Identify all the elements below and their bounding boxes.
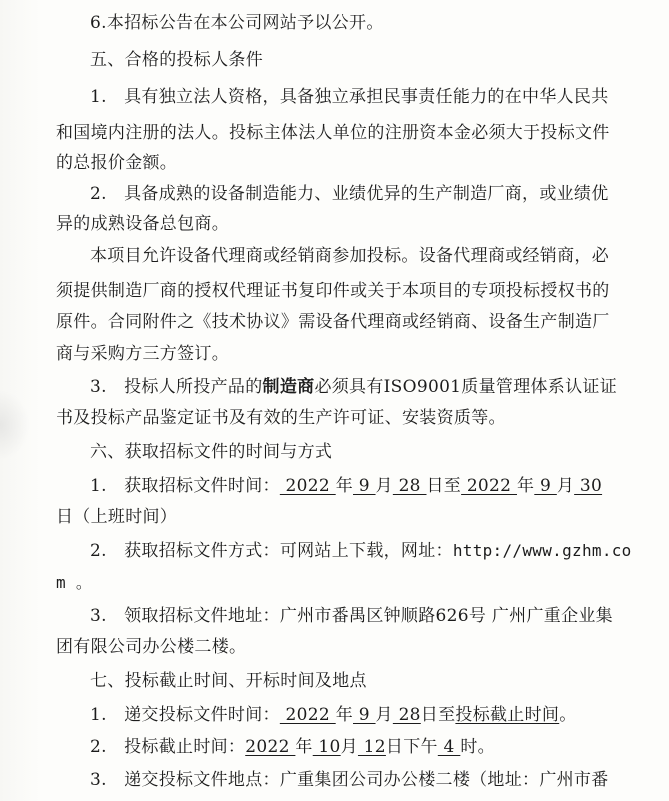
line-agent-b: 须提供制造厂商的授权代理证书复印件或关于本项目的专项投标授权书的 — [56, 281, 610, 301]
line-agent-d: 商与采购方三方签订。 — [56, 344, 229, 364]
line-qualification-2b: 异的成熟设备总包商。 — [56, 214, 229, 234]
line-obtain-address-b: 团有限公司办公楼二楼。 — [56, 637, 247, 657]
submit-deadline-ref: 投标截止时间 — [455, 705, 560, 725]
line-obtain-method-b: m 。 — [56, 573, 93, 592]
deadline-day: 12 — [357, 737, 386, 757]
line-qualification-2a: 2. 具备成熟的设备制造能力、业绩优异的生产制造厂商，或业绩优 — [90, 184, 609, 204]
line-deadline: 2. 投标截止时间：2022 年 10月 12日下午 4 时。 — [90, 737, 495, 757]
line-obtain-time-b: 日（上班时间） — [56, 507, 178, 527]
submit-start-year: 2022 — [279, 705, 336, 725]
heading-section-5: 五、合格的投标人条件 — [90, 50, 263, 70]
obtain-start-day: 28 — [392, 476, 427, 496]
line-notice-published: 6.本招标公告在本公司网站予以公开。 — [90, 13, 384, 33]
heading-section-7: 七、投标截止时间、开标时间及地点 — [90, 671, 367, 691]
heading-section-6: 六、获取招标文件的时间与方式 — [90, 442, 333, 462]
deadline-hour: 4 — [437, 737, 461, 757]
line-obtain-method-a: 2. 获取招标文件方式：可网站上下载，网址：http://www.gzhm.co — [90, 541, 632, 561]
obtain-end-day: 30 — [574, 476, 603, 496]
line-qualification-1a: 1. 具有独立法人资格，具备独立承担民事责任能力的在中华人民共 — [90, 87, 609, 107]
deadline-month: 10 — [312, 737, 341, 757]
line-agent-c: 原件。合同附件之《技术协议》需设备代理商或经销商、设备生产制造厂 — [56, 312, 610, 332]
line-submit-place: 3. 递交投标文件地点：广重集团公司办公楼二楼（地址：广州市番 — [90, 770, 609, 790]
submit-start-month: 9 — [353, 705, 376, 725]
line-agent-a: 本项目允许设备代理商或经销商参加投标。设备代理商或经销商，必 — [90, 246, 609, 266]
obtain-start-month: 9 — [353, 476, 376, 496]
line-qualification-3a: 3. 投标人所投产品的制造商必须具有ISO9001质量管理体系认证证 — [90, 377, 617, 397]
submit-start-day: 28 — [392, 705, 421, 725]
line-obtain-address-a: 3. 领取招标文件地址：广州市番禺区钟顺路626号 广州广重企业集 — [90, 606, 613, 626]
scan-smudge — [0, 390, 30, 460]
line-qualification-1b: 和国境内注册的法人。投标主体法人单位的注册资本金必须大于投标文件 — [56, 123, 610, 143]
manufacturer-bold: 制造商 — [262, 377, 315, 397]
obtain-end-month: 9 — [534, 476, 557, 496]
deadline-year: 2022 — [245, 737, 296, 757]
line-qualification-3b: 书及投标产品鉴定证书及有效的生产许可证、安装资质等。 — [56, 408, 506, 428]
line-obtain-time-a: 1. 获取招标文件时间： 2022 年 9 月 28 日至 2022 年 9 月 30 — [90, 476, 603, 496]
line-qualification-1c: 的总报价金额。 — [56, 153, 178, 173]
obtain-end-year: 2022 — [461, 476, 517, 496]
website-url: http://www.gzhm.co — [452, 541, 632, 560]
obtain-start-year: 2022 — [279, 476, 336, 496]
line-submit-time: 1. 递交投标文件时间： 2022 年 9 月 28日至投标截止时间。 — [90, 705, 577, 725]
